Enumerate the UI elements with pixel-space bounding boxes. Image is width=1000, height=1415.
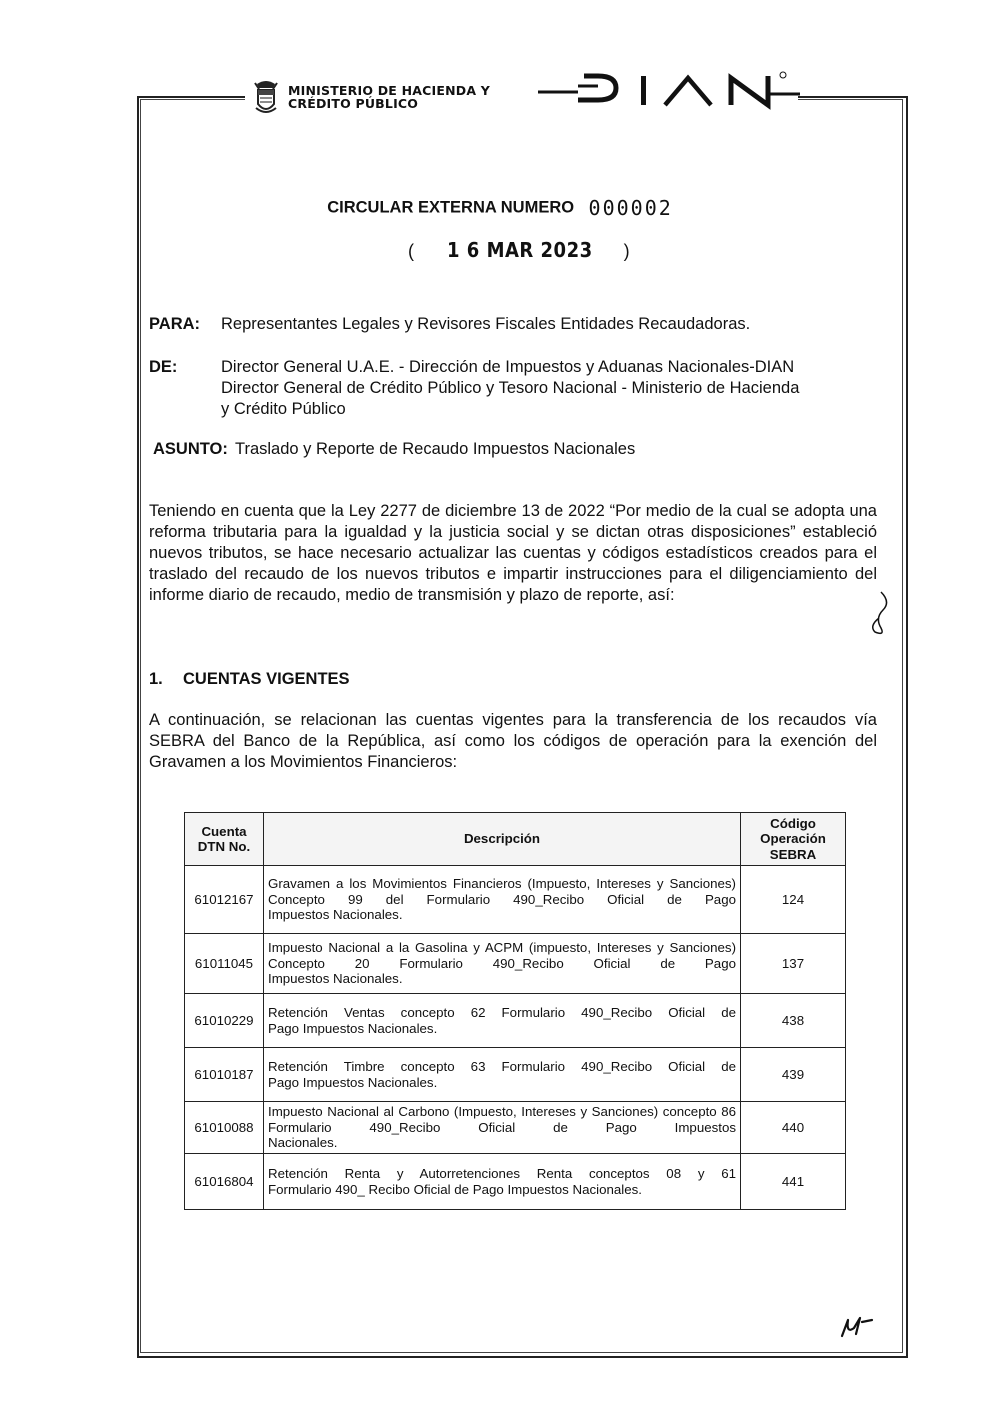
account-cell: 61010187 — [185, 1048, 264, 1102]
description-text-end: Nacionales. — [268, 1135, 338, 1151]
ministry-name — [288, 84, 490, 110]
header-account — [185, 813, 264, 866]
colombia-coat-of-arms-icon — [253, 80, 279, 116]
intro-paragraph: Teniendo en cuenta que la Ley 2277 de diciembre 13 de 2022 “Por medio de la cual se adopta una reforma tributaria para la igualdad y la justicia social y se dictan otras disposiciones” estableció nuevos tributos, se hace necesario actualizar las cuentas y códigos estadísticos creados para el traslado del recaudo de los nuevos tributos e impartir instrucciones para el diligenciamiento del informe diario de recaudo, medio de transmisión y plazo de reporte, así: — [149, 502, 877, 604]
circular-heading — [0, 196, 1000, 220]
account-cell: 61016804 — [185, 1154, 264, 1210]
date-stamp: 1 6 MAR 2023 — [447, 238, 593, 262]
code-cell: 441 — [741, 1154, 846, 1210]
description-cell — [264, 866, 741, 934]
code-cell: 440 — [741, 1102, 846, 1154]
table-header-row — [185, 813, 846, 866]
description-text-end: Formulario 490_ Recibo Oficial de Pago Impuestos Nacionales. — [268, 1181, 642, 1197]
circular-date — [408, 238, 630, 262]
ministry-name-line2: CRÉDITO PÚBLICO — [288, 96, 419, 111]
account-cell: 61012167 — [185, 866, 264, 934]
header-description: Descripción — [264, 813, 741, 866]
description-text-end: Impuestos Nacionales. — [268, 907, 403, 923]
table-row — [185, 994, 846, 1048]
de-line2: Director General de Crédito Público y Tesoro Nacional - Ministerio de Hacienda — [221, 379, 800, 397]
header-code — [741, 813, 846, 866]
circular-label: CIRCULAR EXTERNA NUMERO — [327, 198, 575, 217]
header-code-l2: Operación — [760, 831, 826, 847]
description-text: Gravamen a los Movimientos Financieros (Impuesto, Intereses y Sanciones) Concepto 99 del Formulario 490_Recibo Oficial de Pago — [268, 876, 736, 907]
description-text: Impuesto Nacional a la Gasolina y ACPM (impuesto, Intereses y Sanciones) Concepto 20 Formulario 490_Recibo Oficial de Pago — [268, 940, 736, 971]
code-cell: 137 — [741, 934, 846, 994]
initials-mark — [838, 1314, 878, 1340]
section-1-paragraph: A continuación, se relacionan las cuentas vigentes para la transferencia de los recaudos vía SEBRA del Banco de la República, así como los códigos de operación para la exención del Gravamen a los Movimientos Financieros: — [149, 711, 877, 771]
code-cell: 438 — [741, 994, 846, 1048]
de-label: DE: — [149, 358, 178, 376]
dian-logo — [538, 70, 800, 112]
header-account-l1: Cuenta — [201, 823, 247, 839]
table-row — [185, 934, 846, 994]
de-line1: Director General U.A.E. - Dirección de Impuestos y Aduanas Nacionales-DIAN — [221, 358, 795, 376]
margin-initial-mark — [845, 588, 895, 638]
description-cell — [264, 1048, 741, 1102]
para-label: PARA: — [149, 315, 201, 333]
description-cell — [264, 1102, 741, 1154]
de-text — [221, 357, 799, 420]
asunto-text: Traslado y Reporte de Recaudo Impuestos Nacionales — [235, 440, 636, 458]
circular-number: 000002 — [588, 196, 673, 220]
description-text: Impuesto Nacional al Carbono (Impuesto, Intereses y Sanciones) concepto 86 Formulario 490_Recibo Oficial de Pago Impuestos — [268, 1104, 736, 1135]
account-cell: 61010229 — [185, 994, 264, 1048]
description-cell — [264, 994, 741, 1048]
section-1-number: 1. — [149, 670, 163, 688]
account-cell: 61011045 — [185, 934, 264, 994]
accounts-table — [184, 812, 846, 1210]
description-cell — [264, 934, 741, 994]
account-cell: 61010088 — [185, 1102, 264, 1154]
description-text: Retención Ventas concepto 62 Formulario 490_Recibo Oficial de — [268, 1005, 736, 1020]
description-text-end: Pago Impuestos Nacionales. — [268, 1074, 438, 1090]
table-row — [185, 1154, 846, 1210]
de-field — [149, 357, 889, 423]
table-row — [185, 866, 846, 934]
table-row — [185, 1048, 846, 1102]
description-text: Retención Timbre concepto 63 Formulario 490_Recibo Oficial de — [268, 1059, 736, 1074]
ministry-name-line1: MINISTERIO DE HACIENDA Y — [288, 83, 491, 98]
date-open-paren: ( — [408, 241, 414, 261]
description-cell — [264, 1154, 741, 1210]
asunto-label: ASUNTO: — [153, 440, 228, 458]
section-1-heading — [149, 670, 350, 689]
date-close-paren: ) — [623, 241, 630, 261]
header-account-l2: DTN No. — [197, 839, 251, 854]
description-text-end: Pago Impuestos Nacionales. — [268, 1020, 438, 1036]
code-cell: 124 — [741, 866, 846, 934]
code-cell: 439 — [741, 1048, 846, 1102]
table-row — [185, 1102, 846, 1154]
description-text-end: Impuestos Nacionales. — [268, 971, 403, 987]
section-1-title: CUENTAS VIGENTES — [183, 670, 350, 688]
description-text: Retención Renta y Autorretenciones Renta conceptos 08 y 61 — [268, 1166, 736, 1181]
de-line3: y Crédito Público — [221, 400, 346, 418]
header-code-l3: SEBRA — [769, 846, 817, 862]
header-code-l1: Código — [770, 815, 816, 831]
para-text: Representantes Legales y Revisores Fiscales Entidades Recaudadoras. — [221, 315, 751, 333]
